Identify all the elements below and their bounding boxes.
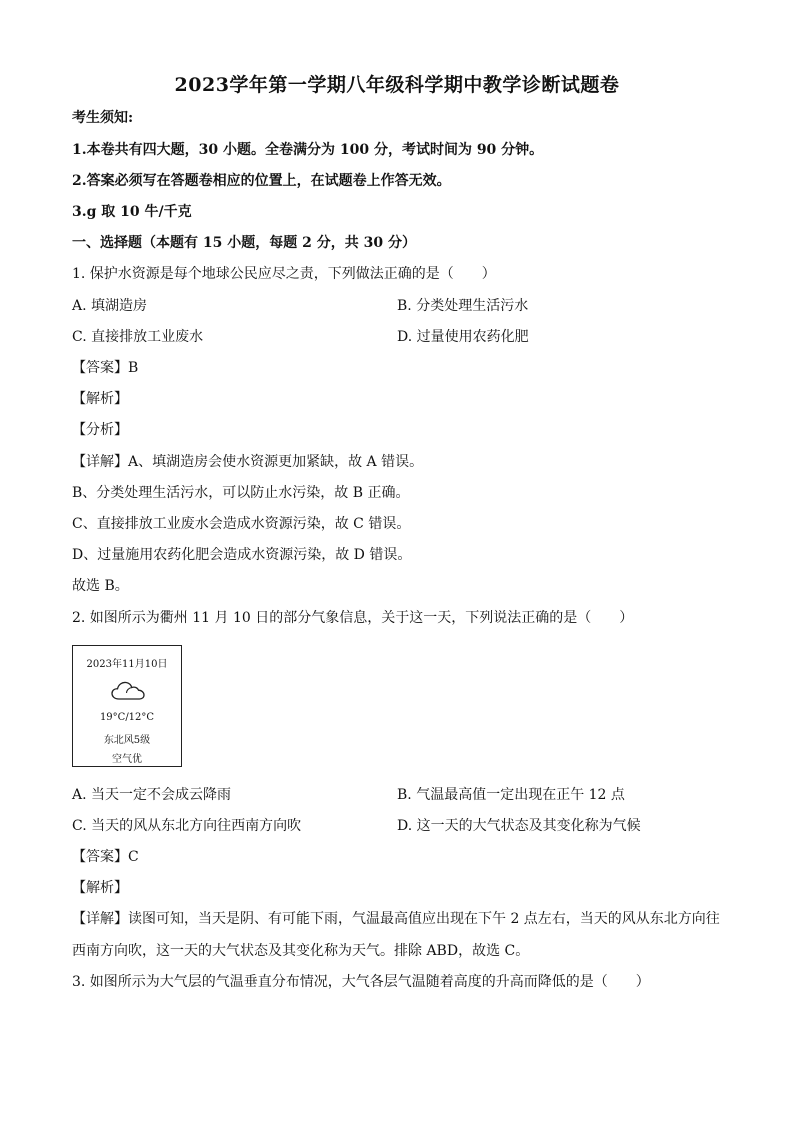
q2-detail-line-1: 【详解】读图可知，当天是阴、有可能下雨，气温最高值应出现在下午 2 点左右，当天的风从东北方向往 (72, 911, 720, 927)
q1-conclusion: 故选 B。 (72, 578, 129, 594)
question-1-stem: 1. 保护水资源是每个地球公民应尽之责，下列做法正确的是（ ） (72, 266, 496, 282)
q1-detail-line-1: 【详解】A、填湖造房会使水资源更加紧缺，故 A 错误。 (72, 454, 424, 470)
cloud-icon (110, 678, 146, 702)
weather-wind: 东北风5级 (103, 735, 151, 746)
question-3-stem: 3. 如图所示为大气层的气温垂直分布情况，大气各层气温随着高度的升高而降低的是（ ） (72, 974, 650, 990)
notice-item-2: 2.答案必须写在答题卷相应的位置上，在试题卷上作答无效。 (72, 173, 451, 189)
q1-option-c: C. 直接排放工业废水 (72, 329, 204, 345)
weather-info-figure (72, 645, 182, 767)
q1-answer: 【答案】B (72, 360, 139, 376)
q1-detail-line-4: D、过量施用农药化肥会造成水资源污染，故 D 错误。 (72, 547, 412, 563)
page-title: 2023学年第一学期八年级科学期中教学诊断试题卷 (174, 74, 620, 96)
q1-detail-line-3: C、直接排放工业废水会造成水资源污染，故 C 错误。 (72, 516, 411, 532)
q2-analysis-label: 【解析】 (72, 880, 128, 896)
weather-date: 2023年11月10日 (86, 659, 168, 670)
q1-option-d: D. 过量使用农药化肥 (397, 329, 529, 345)
q1-fenxi-label: 【分析】 (72, 422, 128, 438)
q2-answer: 【答案】C (72, 849, 139, 865)
q1-detail-line-2: B、分类处理生活污水，可以防止水污染，故 B 正确。 (72, 485, 410, 501)
q1-analysis-label: 【解析】 (72, 391, 128, 407)
q1-option-a: A. 填湖造房 (72, 298, 148, 314)
q1-option-b: B. 分类处理生活污水 (397, 298, 529, 314)
weather-temperature: 19°C/12°C (99, 712, 155, 723)
section-heading: 一、选择题（本题有 15 小题，每题 2 分，共 30 分） (72, 235, 416, 251)
q2-detail-line-2: 西南方向吹，这一天的大气状态及其变化称为天气。排除 ABD，故选 C。 (72, 943, 530, 959)
weather-air-quality: 空气优 (112, 754, 142, 765)
q2-option-b: B. 气温最高值一定出现在正午 12 点 (397, 787, 625, 803)
q2-option-c: C. 当天的风从东北方向往西南方向吹 (72, 818, 302, 834)
notice-heading: 考生须知: (72, 110, 134, 126)
q2-option-d: D. 这一天的大气状态及其变化称为气候 (397, 818, 641, 834)
q2-option-a: A. 当天一定不会成云降雨 (72, 787, 232, 803)
notice-item-3: 3.g 取 10 牛/千克 (72, 204, 192, 220)
question-2-stem: 2. 如图所示为衢州 11 月 10 日的部分气象信息，关于这一天，下列说法正确的是（ ） (72, 610, 634, 626)
notice-item-1: 1.本卷共有四大题，30 小题。全卷满分为 100 分，考试时间为 90 分钟。 (72, 142, 544, 158)
